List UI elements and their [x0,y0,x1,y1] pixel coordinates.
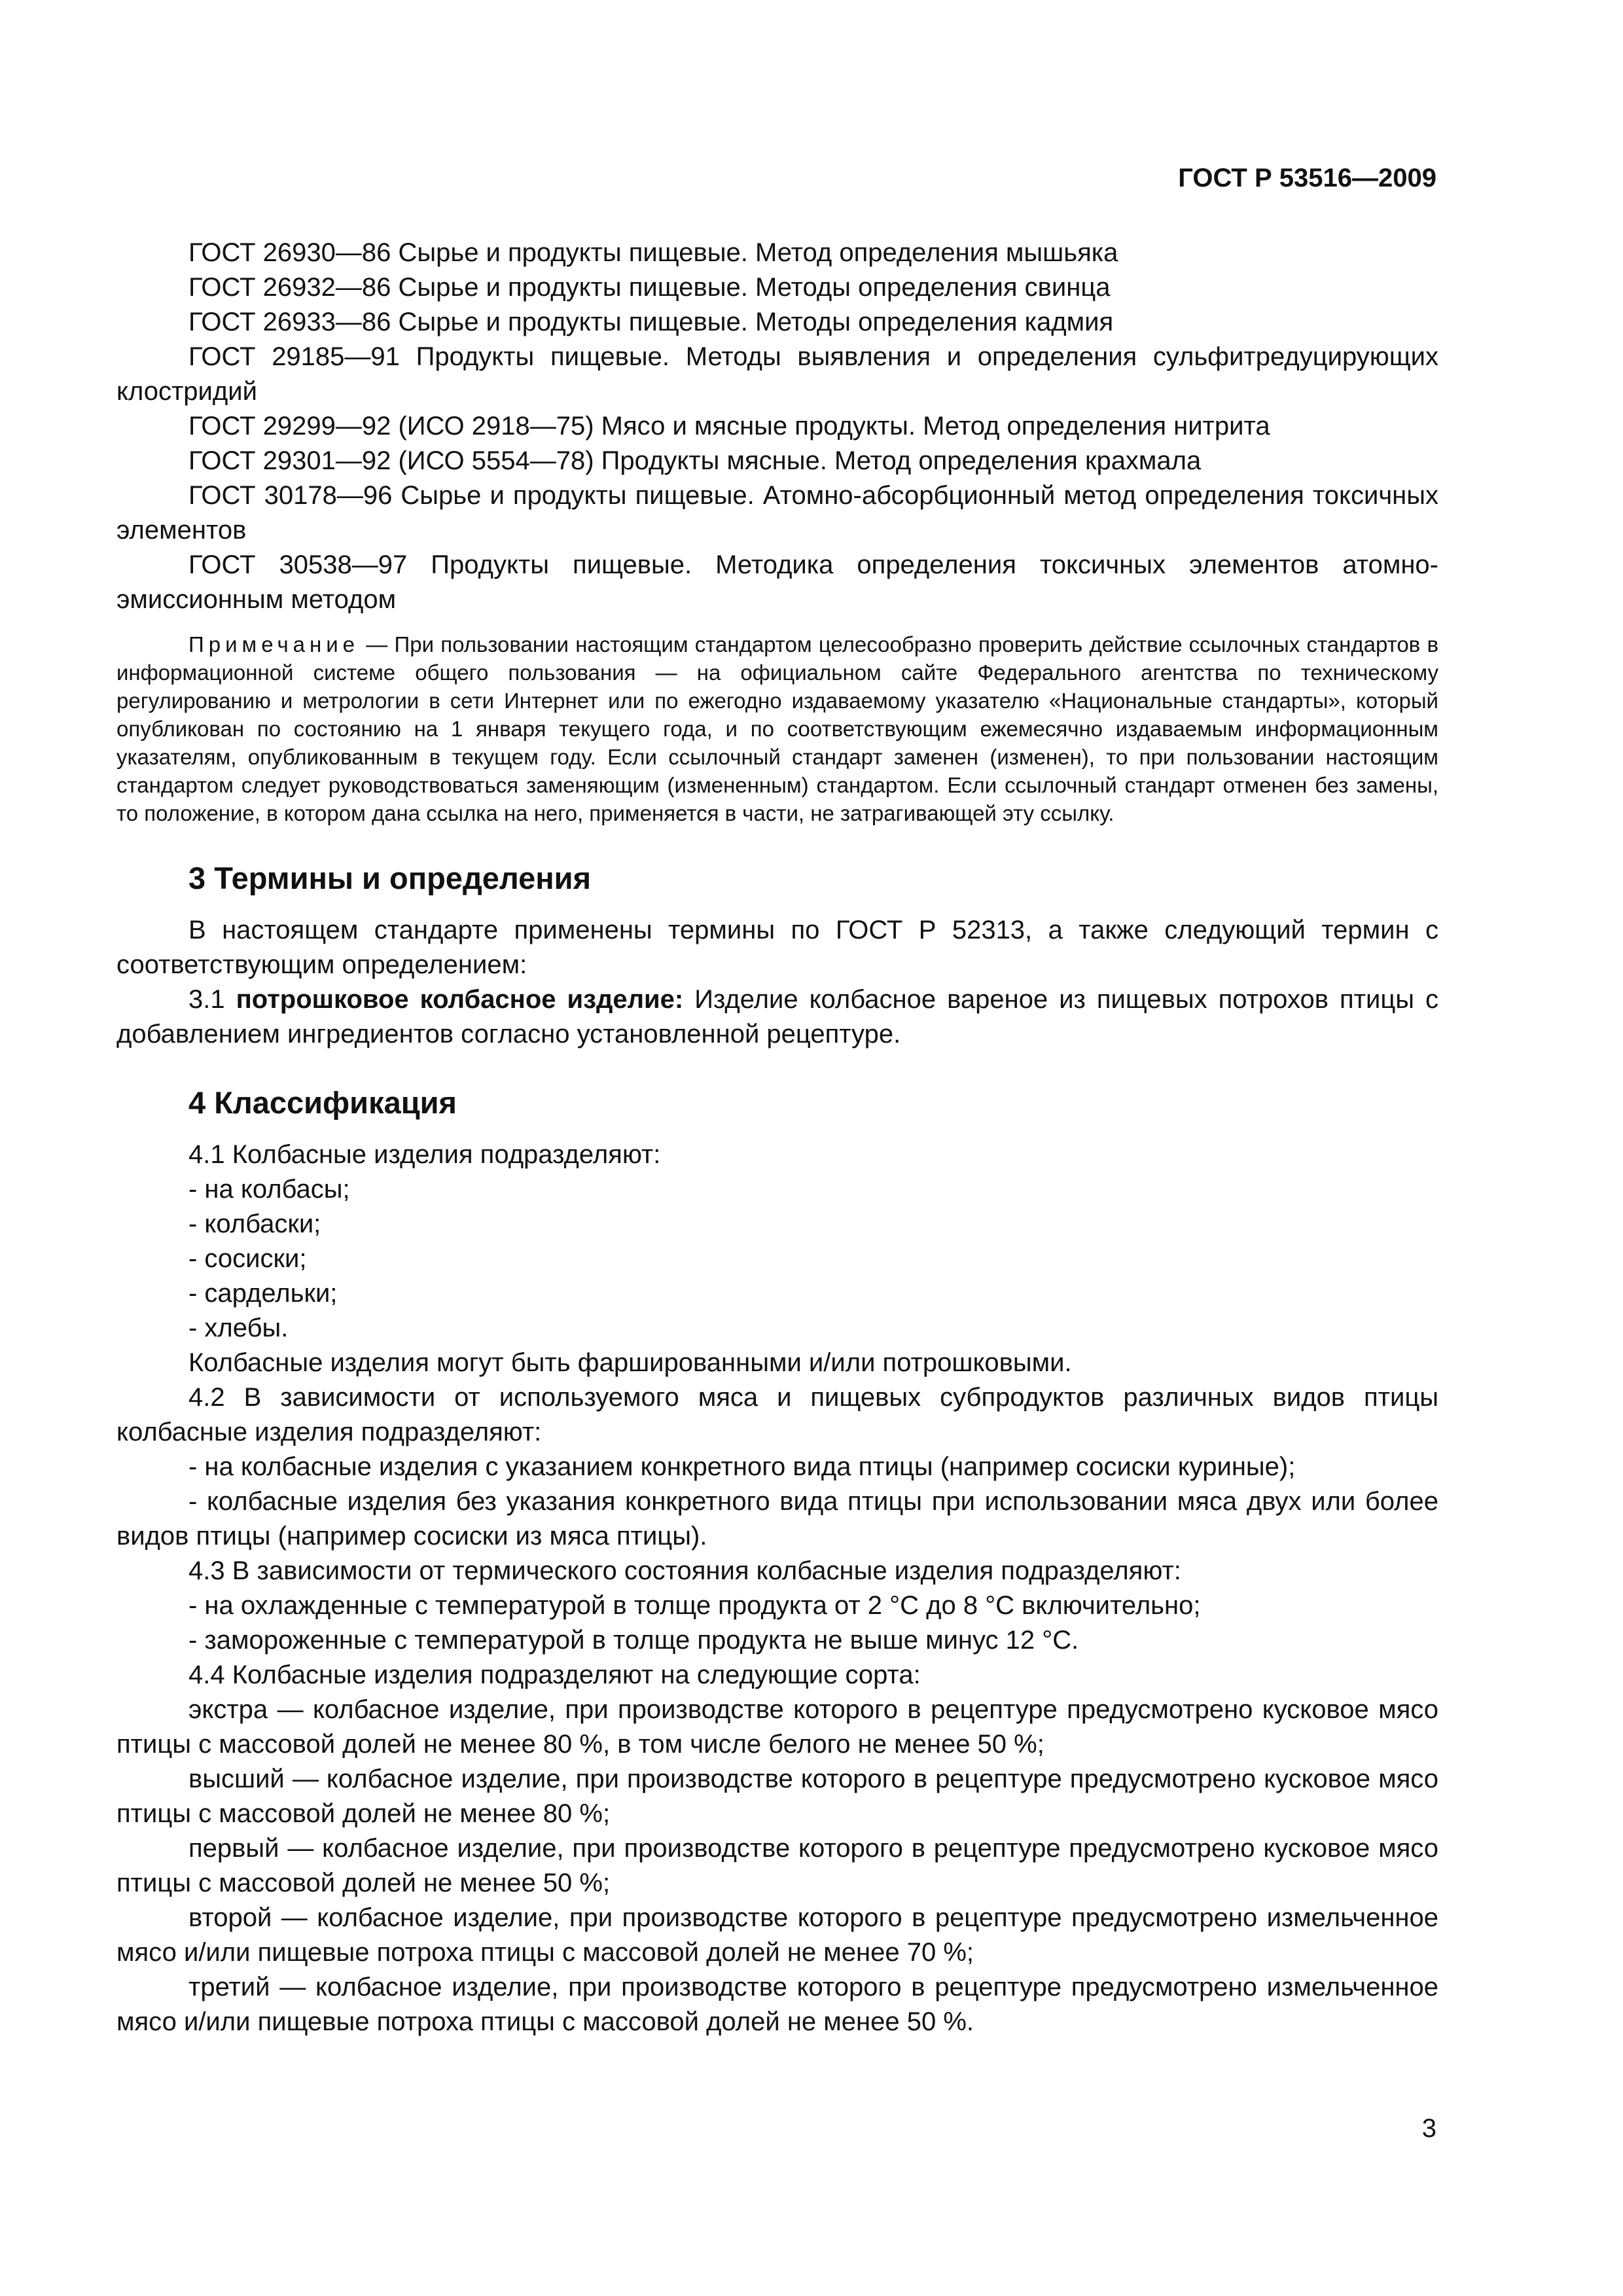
note-label: Примечание [188,632,360,656]
paragraph: 4.4 Колбасные изделия подразделяют на следующие сорта: [188,1660,921,1689]
page-number: 3 [1421,2114,1436,2143]
term-name: потрошковое колбасное изделие: [236,985,684,1014]
reference-item: ГОСТ 29185—91 Продукты пищевые. Методы выявления и определения сульфитредуцирующих клостридий [116,342,1438,406]
reference-item: ГОСТ 26932—86 Сырье и продукты пищевые. Методы определения свинца [188,273,1111,302]
list-item: - замороженные с температурой в толще продукта не выше минус 12 °С. [188,1626,1079,1655]
grade-definition: экстра — колбасное изделие, при производстве которого в рецептуре предусмотрено кусковое мясо птицы с массовой долей не менее 80 %, в том числе белого не менее 50 %; [116,1695,1438,1759]
note-block [116,630,1438,827]
grade-definition: третий — колбасное изделие, при производстве которого в рецептуре предусмотрено измельченное мясо и/или пищевые потроха птицы с массовой долей не менее 50 %. [116,1973,1438,2036]
list-item: - на охлажденные с температурой в толще продукта от 2 °С до 8 °С включительно; [188,1591,1201,1620]
term-text: Изделие колбасное вареное из пищевых потрохов птицы с добавлением ингредиентов согласно установленной рецептуре. [116,985,1439,1049]
paragraph: 4.1 Колбасные изделия подразделяют: [188,1140,661,1169]
reference-item: ГОСТ 30538—97 Продукты пищевые. Методика определения токсичных элементов атомно-эмиссионным методом [116,550,1438,614]
section-3-intro: В настоящем стандарте применены термины по ГОСТ Р 52313, а также следующий термин с соответствующим определением: [116,916,1438,979]
list-item: - сардельки; [188,1279,338,1308]
paragraph: 4.3 В зависимости от термического состояния колбасные изделия подразделяют: [188,1556,1181,1585]
reference-item: ГОСТ 29299—92 (ИСО 2918—75) Мясо и мясные продукты. Метод определения нитрита [188,412,1270,440]
paragraph: Колбасные изделия могут быть фаршированными и/или потрошковыми. [188,1348,1072,1377]
reference-item: ГОСТ 26933—86 Сырье и продукты пищевые. Методы определения кадмия [188,308,1114,336]
list-item: - на колбасы; [188,1175,350,1204]
note-text: — При пользовании настоящим стандартом целесообразно проверить действие ссылочных стандартов в информационной системе общего пользования — на официальном сайте Федерального агентства по техническому регулированию и метрологии в сети Интернет или по ежегодно издаваемому указателю «Национальные стандарты», который опубликован по состоянию на 1 января текущего года, и по соответствующим ежемесячно издаваемым информационным указателям, опубликованным в текущем году. Если ссылочный стандарт заменен (изменен), то при пользовании настоящим стандартом следует руководствоваться заменяющим (измененным) стандартом. Если ссылочный стандарт отменен без замены, то положение, в котором дана ссылка на него, применяется в части, не затрагивающей эту ссылку. [116,632,1438,825]
list-item: - сосиски; [188,1244,307,1273]
reference-item: ГОСТ 26930—86 Сырье и продукты пищевые. Метод определения мышьяка [188,238,1118,267]
paragraph: 4.2 В зависимости от используемого мяса и пищевых субпродуктов различных видов птицы колбасные изделия подразделяют: [116,1383,1438,1446]
reference-item: ГОСТ 30178—96 Сырье и продукты пищевые. Атомно-абсорбционный метод определения токсичных элементов [116,481,1438,545]
section-4-heading: 4 Классификация [188,1085,457,1120]
term-definition [116,982,1438,1052]
grade-definition: первый — колбасное изделие, при производстве которого в рецептуре предусмотрено кусковое мясо птицы с массовой долей не менее 50 %; [116,1834,1438,1897]
page-content [116,236,1438,2039]
grade-definition: второй — колбасное изделие, при производстве которого в рецептуре предусмотрено измельченное мясо и/или пищевые потроха птицы с массовой долей не менее 70 %; [116,1903,1438,1967]
list-item: - на колбасные изделия с указанием конкретного вида птицы (например сосиски куриные); [188,1452,1296,1481]
grade-definition: высший — колбасное изделие, при производстве которого в рецептуре предусмотрено кусковое мясо птицы с массовой долей не менее 80 %; [116,1765,1438,1828]
term-number: 3.1 [188,985,236,1014]
list-item: - колбаски; [188,1210,321,1238]
document-code-header: ГОСТ Р 53516—2009 [1178,164,1436,192]
list-item: - колбасные изделия без указания конкретного вида птицы при использовании мяса двух или более видов птицы (например сосиски из мяса птицы). [116,1487,1438,1551]
list-item: - хлебы. [188,1314,289,1342]
reference-item: ГОСТ 29301—92 (ИСО 5554—78) Продукты мясные. Метод определения крахмала [188,446,1202,475]
section-3-heading: 3 Термины и определения [188,861,591,895]
references-list [116,236,1438,617]
section-4-body [116,1138,1438,2039]
